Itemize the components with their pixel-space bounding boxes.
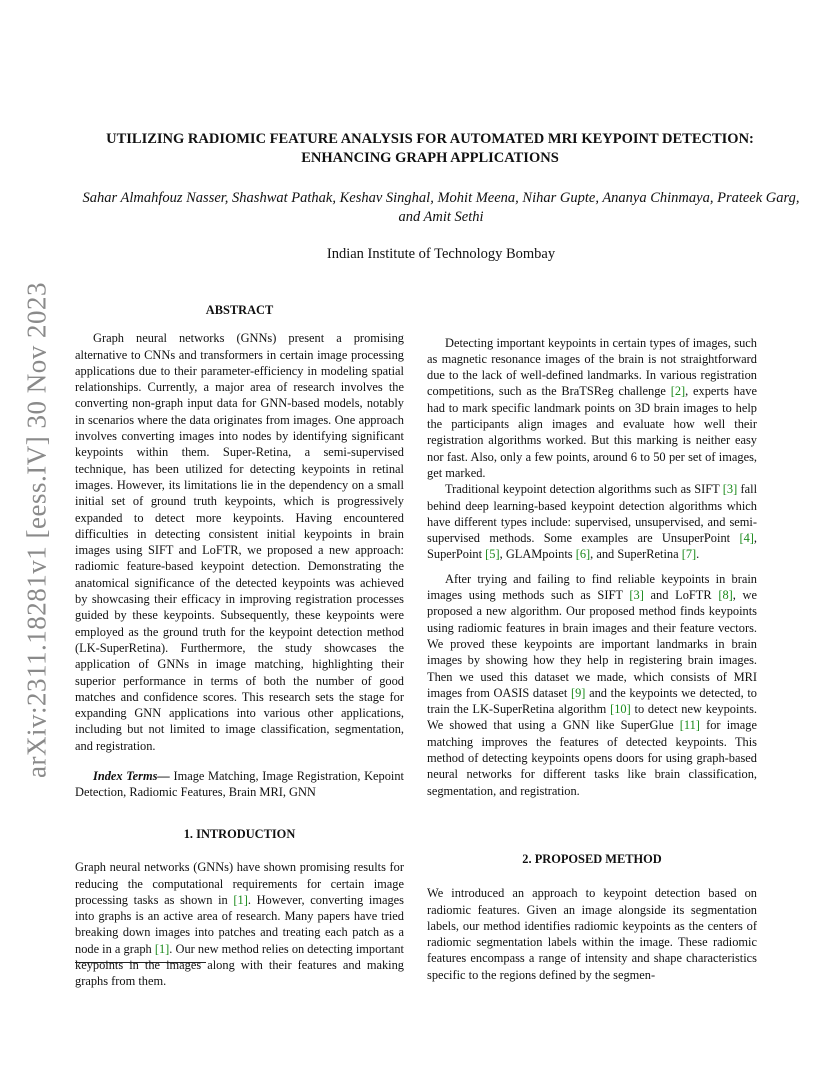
- index-terms-text: Image Matching, Image Registration, Kepoint Detection, Radiomic Features, Brain MRI, GNN: [75, 769, 404, 800]
- intro-p4-text-1: After trying and failing to find reliable keypoints in brain images using methods such as SIFT: [427, 571, 757, 603]
- intro-p1-text-2: . However, converting images into graphs is an active area of research. Many papers have tried breaking down images into patches and treating each patch as a node in a graph: [75, 892, 404, 956]
- intro-p1-text-3: . Our new method relies on detecting important keypoints in the images along with their features and making graphs from them.: [75, 941, 404, 989]
- left-column-top: [75, 302, 404, 801]
- intro-p3-text-3: , SuperPoint: [427, 531, 757, 562]
- index-terms-label: Index Terms—: [93, 769, 170, 784]
- right-column-method: [427, 851, 757, 983]
- intro-p4-text-4: and the keypoints we detected, to train the LK-SuperRetina algorithm: [427, 685, 757, 717]
- citation-link[interactable]: [4]: [739, 531, 754, 546]
- intro-p3-text-6: .: [696, 547, 700, 562]
- intro-p4-text-5: to detect new keypoints. We showed that using a GNN like SuperGlue: [427, 702, 757, 733]
- index-terms: [75, 768, 404, 801]
- introduction-heading: 1. INTRODUCTION: [183, 827, 296, 841]
- citation-link[interactable]: [2]: [670, 384, 686, 399]
- intro-p2-text-1: Detecting important keypoints in certain types of images, such as magnetic resonance images of the brain is not straightforward due to the lack of well-defined landmarks. In various registration competitions, such as the BraTSReg challenge: [427, 335, 757, 399]
- arxiv-stamp: [22, 280, 52, 780]
- citation-link[interactable]: [10]: [610, 702, 631, 717]
- intro-p3-text-5: , and SuperRetina: [590, 547, 682, 562]
- citation-link[interactable]: [7]: [681, 547, 697, 562]
- citation-link[interactable]: [1]: [233, 892, 248, 907]
- intro-paragraph-2: [427, 335, 757, 482]
- intro-paragraph-1: [75, 859, 404, 989]
- intro-paragraph-4: [427, 571, 757, 799]
- citation-link[interactable]: [3]: [722, 482, 738, 497]
- citation-link[interactable]: [11]: [679, 718, 700, 733]
- intro-p2-text-2: , experts have had to mark specific landmark points on 3D brain images to help the participants align images and evaluate how well their registration algorithms worked. But this marking is neither easy nor fast. Also, only a few points, around 6 to 50 per set of images, get marked.: [427, 384, 757, 480]
- citation-link[interactable]: [6]: [575, 547, 591, 562]
- citation-link[interactable]: [3]: [629, 588, 644, 603]
- paper-title: UTILIZING RADIOMIC FEATURE ANALYSIS FOR AUTOMATED MRI KEYPOINT DETECTION: ENHANCING GRAPH APPLICATIONS: [106, 131, 754, 166]
- right-column-intro: [427, 302, 757, 799]
- citation-link[interactable]: [5]: [485, 547, 500, 562]
- intro-p3-text-1: Traditional keypoint detection algorithms such as SIFT: [445, 482, 723, 497]
- intro-p4-text-3: , we proposed a new algorithm. Our proposed method finds keypoints using radiomic features in brain images and their feature vectors. We proved these keypoints are important landmarks in brain images by showing how they help in registering brain images. Then we used this dataset we made, which consists of MRI images from OASIS dataset: [427, 588, 758, 700]
- footnote-rule: [75, 962, 206, 963]
- paper-authors: Sahar Almahfouz Nasser, Shashwat Pathak, Keshav Singhal, Mohit Meena, Nihar Gupte, Ananya Chinmaya, Prateek Garg, and Amit Sethi: [82, 190, 800, 225]
- citation-link[interactable]: [9]: [570, 685, 586, 700]
- citation-link[interactable]: [1]: [154, 941, 170, 956]
- arxiv-stamp-text: arXiv:2311.18281v1 [eess.IV] 30 Nov 2023: [21, 282, 52, 778]
- method-paragraph-1: We introduced an approach to keypoint detection based on radiomic features. Given an image alongside its segmentation labels, our method identifies radiomic keypoints as the centers of radiomic segmentation labels within the image. These radiomic features encompass a range of intensity and shape characteristics specific to the regions defined by the segmen-: [427, 886, 757, 982]
- intro-p4-text-2: and LoFTR: [643, 588, 719, 603]
- intro-paragraph-3: [427, 481, 757, 562]
- left-column-intro: [75, 826, 404, 990]
- paper-affiliation: Indian Institute of Technology Bombay: [326, 246, 556, 262]
- citation-link[interactable]: [8]: [718, 588, 733, 603]
- proposed-method-heading: 2. PROPOSED METHOD: [522, 852, 662, 866]
- intro-p3-text-2: fall behind deep learning-based keypoint detection algorithms which have different types include: supervised, unsupervised, and semi-supervised methods. Some examples are UnsuperPoint: [427, 482, 758, 546]
- intro-p4-text-6: for image matching improves the features of detected keypoints. This method of detecting keypoints opens doors for using graph-based neural networks for different tasks like brain classification, segmentation, and registration.: [427, 718, 757, 798]
- abstract-heading: ABSTRACT: [205, 303, 274, 317]
- intro-p3-text-4: , GLAMpoints: [499, 547, 576, 562]
- abstract-text: Graph neural networks (GNNs) present a promising alternative to CNNs and transformers in certain image processing applications due to their parameter-efficiency in modeling spatial relationships. Currently, a major area of research involves the converting non-graph input data for GNN-based models, notably in scenarios where the data originates from images. One approach involves converting images into nodes by identifying significant keypoints within them. Super-Retina, a semi-supervised technique, has been utilized for detecting keypoints in retinal images. However, its limitations lie in the dependency on a small initial set of ground truth keypoints, which is progressively expanded to detect more keypoints. Having encountered difficulties in detecting consistent initial keypoints in brain images using SIFT and LoFTR, we proposed a new approach: radiomic feature-based keypoint detection. Demonstrating the anatomical significance of the detected keypoints was achieved by showcasing their efficacy in improving registration processes guided by these keypoints. Subsequently, these keypoints were employed as the ground truth for the keypoint detection method (LK-SuperRetina). Furthermore, the study showcases the application of GNNs in image matching, highlighting their superior performance in terms of both the number of good matches and confidence scores. This research sets the stage for expanding GNN applications into various other applications, including but not limited to image classification, segmentation, and registration.: [75, 331, 404, 753]
- intro-p1-text-1: Graph neural networks (GNNs) have shown promising results for reducing the computational requirements for certain image processing tasks as shown in: [75, 860, 404, 907]
